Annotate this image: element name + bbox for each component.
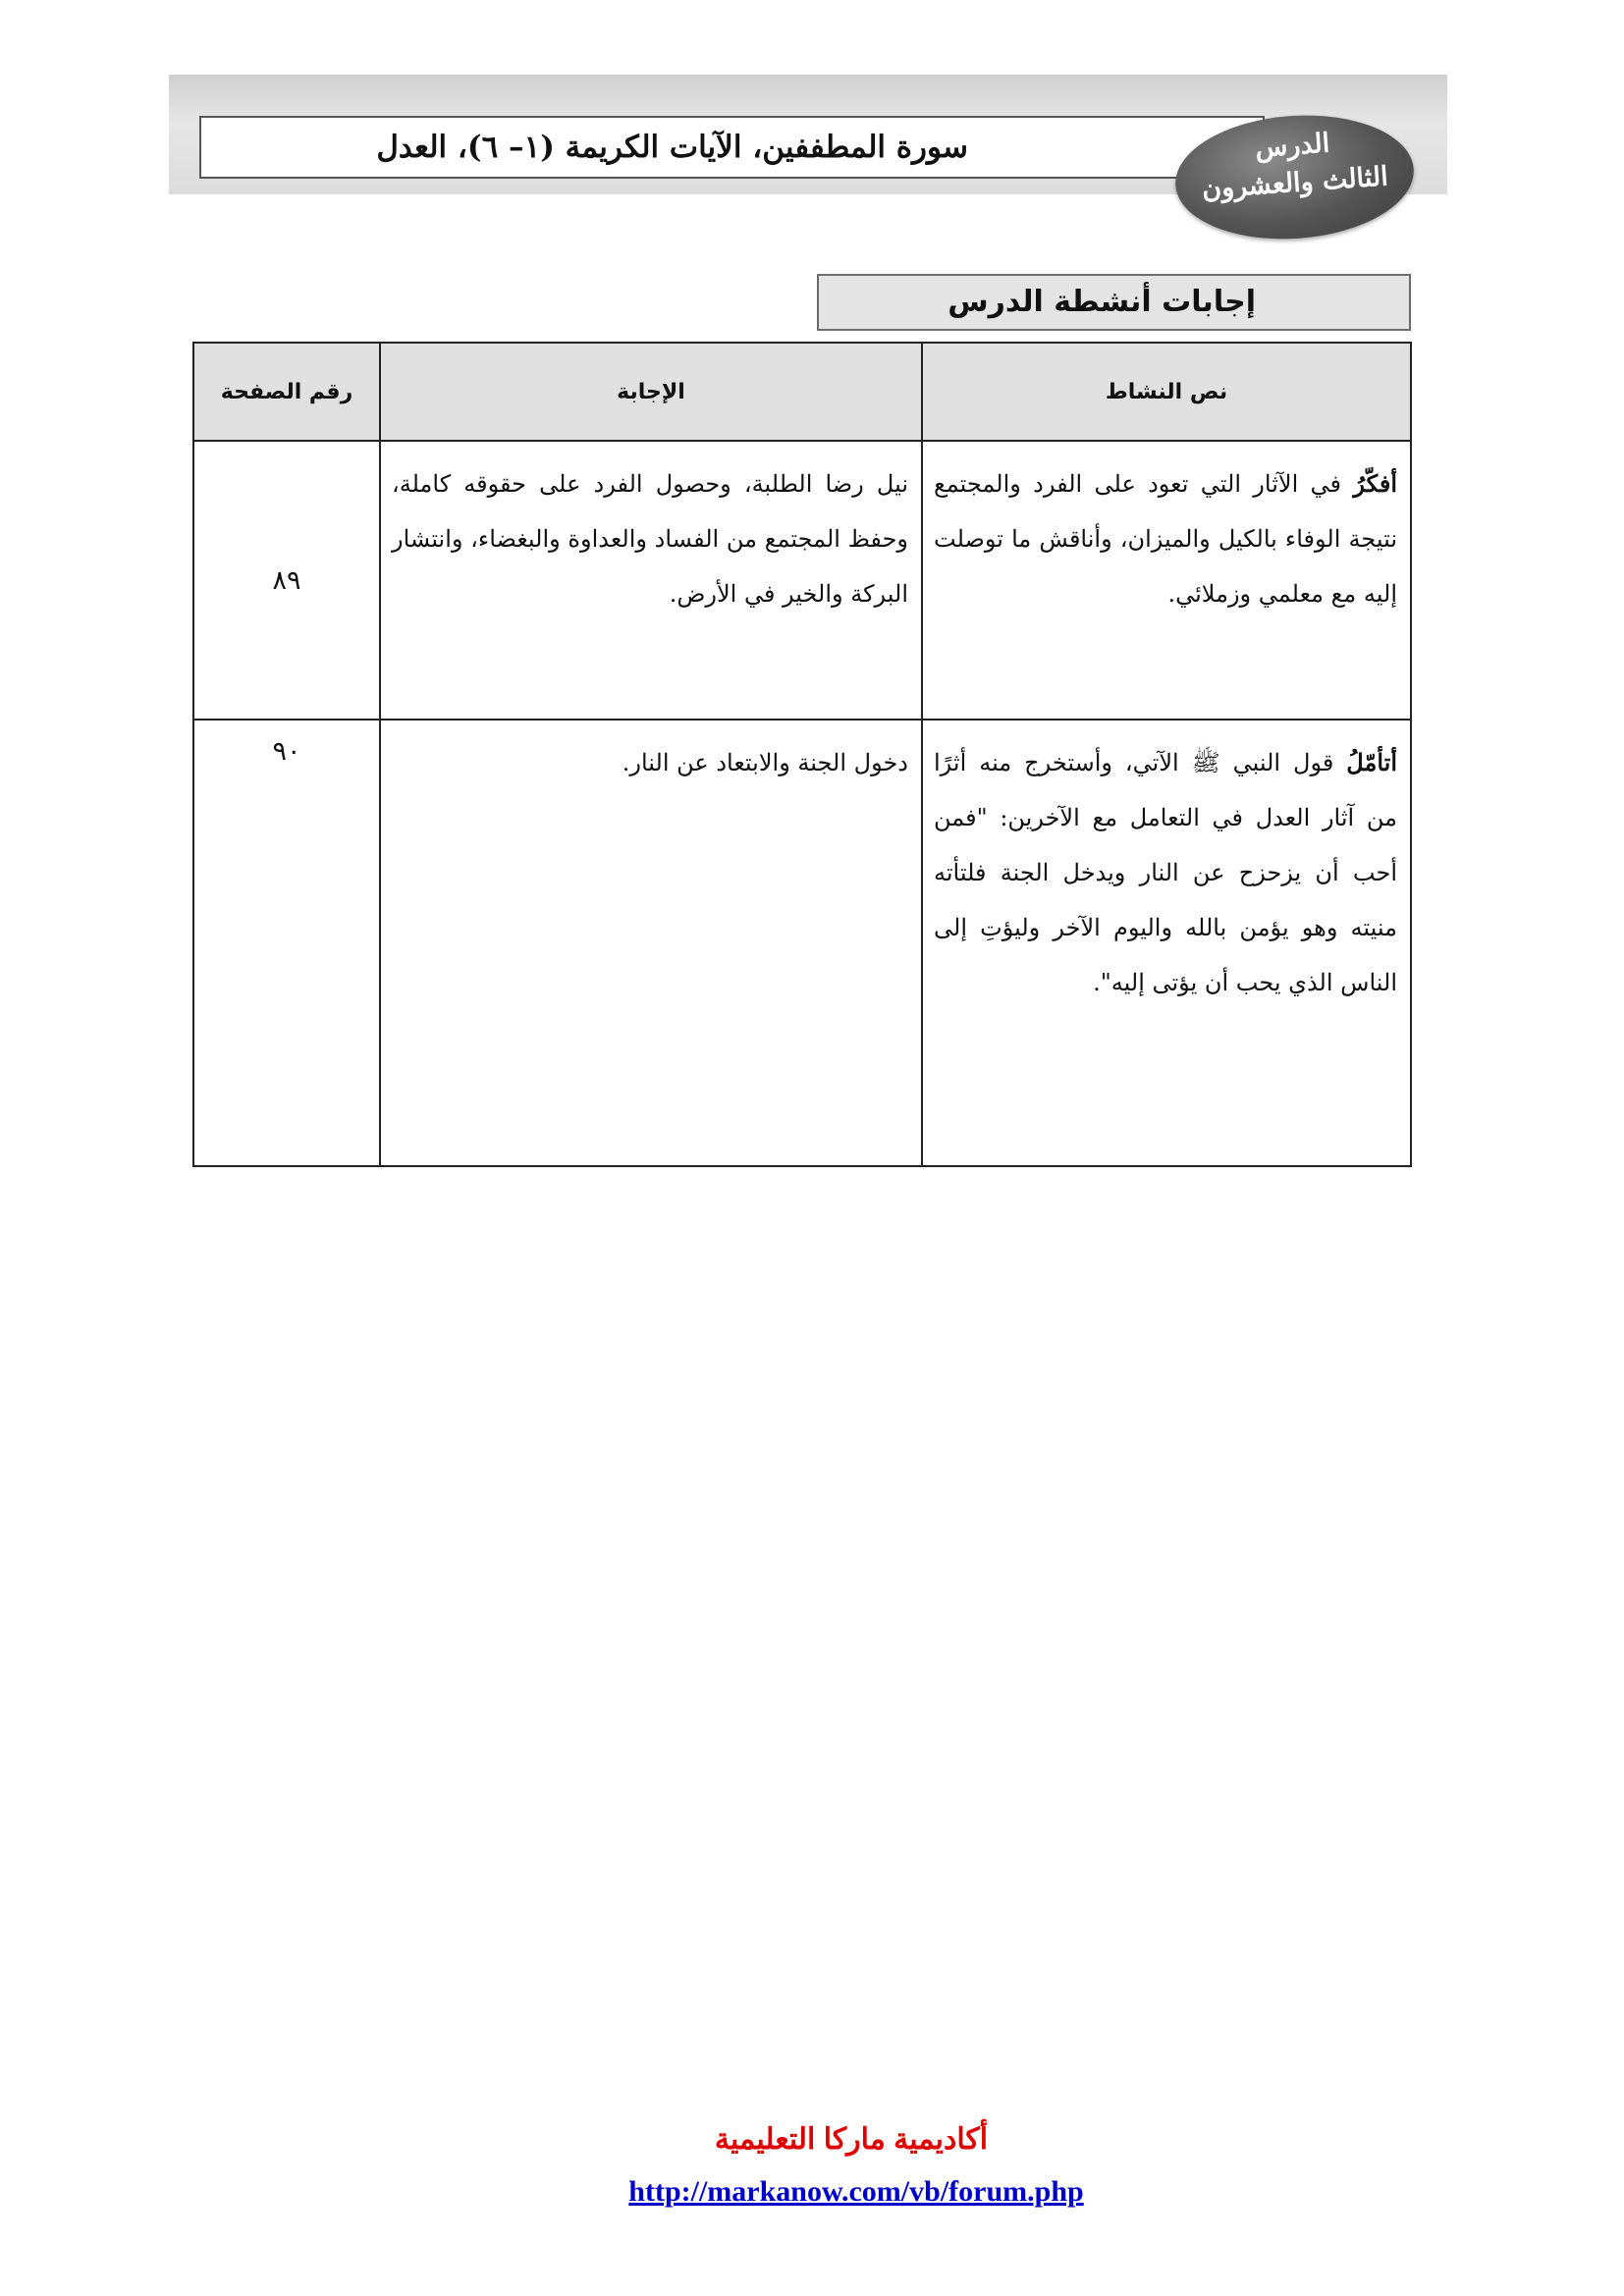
page-cell (193, 441, 380, 720)
answer-text: دخول الجنة والابتعاد عن النار. (622, 749, 908, 776)
page-cell (193, 720, 380, 1166)
header-page: رقم الصفحة (193, 343, 380, 441)
section-heading-box (817, 274, 1411, 331)
lesson-title-box (199, 116, 1265, 179)
activity-text (924, 721, 1409, 1018)
table-row (193, 441, 1411, 720)
table-row (193, 720, 1411, 1166)
section-title: إجابات أنشطة الدرس (947, 285, 1256, 319)
answer-cell (380, 441, 922, 720)
activity-text (924, 443, 1409, 629)
activity-body: قول النبي ﷺ الآتي، وأستخرج منه أثرًا من آثار العدل في التعامل مع الآخرين: "فمن أحب أن يزحزح عن النار ويدخل الجنة فلتأته منيته وهو يؤمن بالله واليوم الآخر وليؤتِ إلى الناس الذي يحب أن يؤتى إليه". (934, 749, 1397, 996)
page-number: ٩٠ (272, 736, 301, 767)
answer-cell (380, 720, 922, 1166)
header-activity: نص النشاط (922, 343, 1411, 441)
page-number: ٨٩ (272, 564, 301, 596)
activity-body: في الآثار التي تعود على الفرد والمجتمع نتيجة الوفاء بالكيل والميزان، وأناقش ما توصلت إليه مع معلمي وزملائي. (934, 470, 1397, 608)
footer-organization: أكاديمية ماركا التعليمية (714, 2123, 989, 2156)
activity-cell (922, 720, 1411, 1166)
activity-lead-word: أتأمّلُ (1346, 748, 1397, 776)
activity-lead-word: أفكّرُ (1353, 469, 1397, 498)
badge-label: الدرس (1254, 128, 1331, 164)
header-answer: الإجابة (380, 343, 922, 441)
badge-number: الثالث والعشرون (1201, 161, 1389, 205)
lesson-title: سورة المطففين، الآيات الكريمة (١– ٦)، العدل (376, 130, 968, 165)
answers-table (192, 342, 1412, 1167)
table-header-row (193, 343, 1411, 441)
answer-text: نيل رضا الطلبة، وحصول الفرد على حقوقه كاملة، وحفظ المجتمع من الفساد والعداوة والبغضاء، وانتشار البركة والخير في الأرض. (392, 470, 908, 608)
activity-cell (922, 441, 1411, 720)
footer-forum-link[interactable]: http://markanow.com/vb/forum.php (628, 2175, 1084, 2208)
